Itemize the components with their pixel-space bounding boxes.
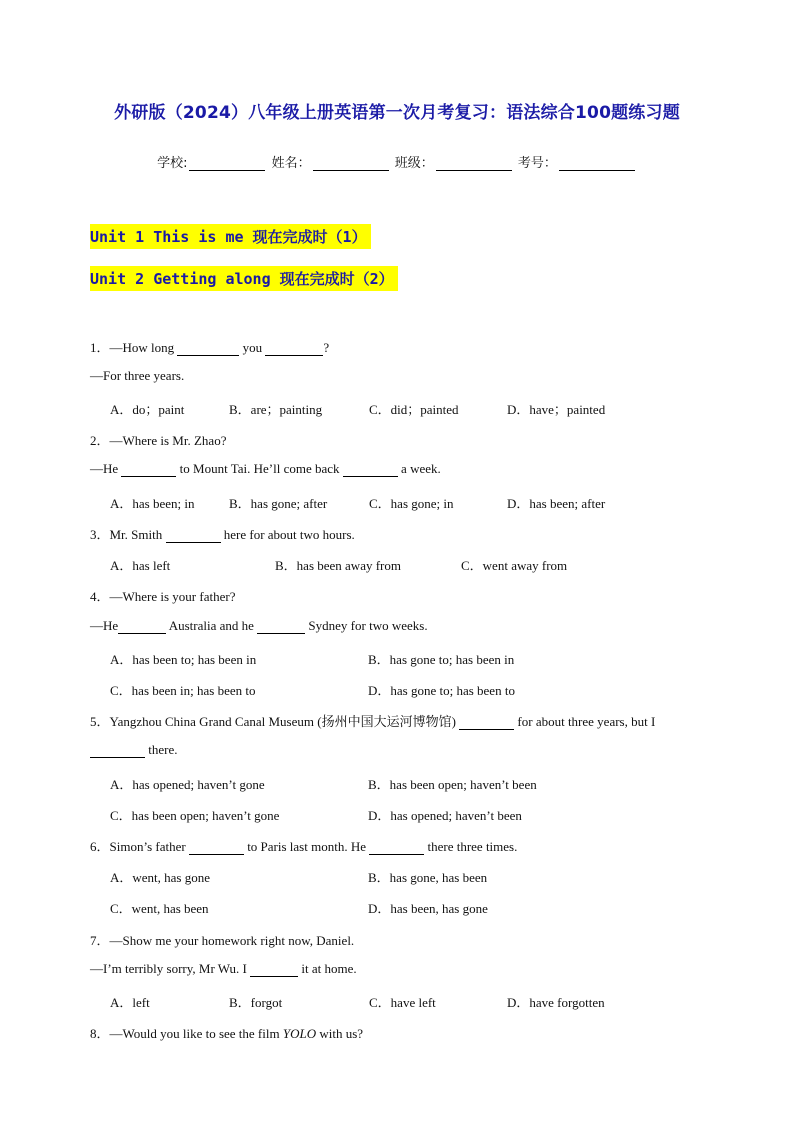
question-3-text: 3．Mr. Smith [90,527,163,542]
answer-blank[interactable] [369,842,424,855]
number-label: 考号： [517,156,557,171]
option-d[interactable]: D．has been, has gone [368,901,488,916]
question-3-text-2: here for about two hours. [223,527,355,542]
question-4: 4．—Where is your father? [90,589,236,604]
question-5-text-3: there. [148,742,178,757]
name-label: 姓名： [271,156,311,171]
question-5-text: 5．Yangzhou China Grand Canal Museum (扬州中国大运河博物馆) [90,714,456,729]
question-7-text: —I’m terribly sorry, Mr Wu. I [90,961,247,976]
option-a[interactable]: A．has been; in [110,496,195,511]
option-c[interactable]: C．did；painted [369,402,459,417]
option-d[interactable]: D．has gone to; has been to [368,683,515,698]
option-b[interactable]: B．has gone to; has been in [368,652,515,667]
question-5-line-2 [90,742,177,758]
question-1-text: 1．—How long [90,340,175,355]
option-c[interactable]: C．have left [369,995,436,1010]
question-7-reply [90,961,357,977]
answer-blank[interactable] [265,343,323,356]
answer-blank[interactable] [257,621,305,634]
option-a[interactable]: A．has left [110,558,171,573]
question-1 [90,337,329,356]
answer-blank[interactable] [166,530,221,543]
question-4-text: —He [90,618,119,633]
option-b[interactable]: B．has gone, has been [368,870,488,885]
option-c[interactable]: C．went, has been [110,901,209,916]
question-2-text-2: to Mount Tai. He’ll come back [179,461,340,476]
question-6 [90,836,517,855]
question-4-text-2: Australia and he [168,618,254,633]
option-c[interactable]: C．has been in; has been to [110,683,256,698]
question-7: 7．—Show me your homework right now, Daniel. [90,933,355,948]
school-blank[interactable] [189,157,265,171]
option-c[interactable]: C．has been open; haven’t gone [110,808,280,823]
number-blank[interactable] [559,157,635,171]
question-1-reply: —For three years. [90,368,185,383]
question-8-text: 8．—Would you like to see the film [90,1026,280,1041]
page-title: 外研版（2024）八年级上册英语第一次月考复习：语法综合100题练习题 [114,103,680,123]
question-1-text-2: you [242,340,263,355]
option-b[interactable]: B．has been away from [275,558,401,573]
student-info-line [0,152,794,171]
option-b[interactable]: B．has gone; after [229,496,328,511]
question-1-text-3: ? [323,340,330,355]
question-7-text-2: it at home. [301,961,357,976]
option-d[interactable]: D．has opened; haven’t been [368,808,522,823]
question-4-text-3: Sydney for two weeks. [308,618,428,633]
question-8-text-2: with us? [319,1026,364,1041]
answer-blank[interactable] [121,464,176,477]
question-4-reply [90,618,428,634]
film-title: YOLO [282,1026,317,1041]
question-2-text-3: a week. [401,461,441,476]
answer-blank[interactable] [90,745,145,758]
class-label: 班级： [394,156,434,171]
option-a[interactable]: A．has opened; haven’t gone [110,777,265,792]
answer-blank[interactable] [177,343,239,356]
question-2: 2．—Where is Mr. Zhao? [90,433,227,448]
question-6-text-2: to Paris last month. He [247,839,366,854]
question-6-text: 6．Simon’s father [90,839,186,854]
option-d[interactable]: D．have；painted [507,402,606,417]
option-b[interactable]: B．has been open; haven’t been [368,777,537,792]
answer-blank[interactable] [250,964,298,977]
answer-blank[interactable] [459,717,514,730]
class-blank[interactable] [436,157,512,171]
unit-heading-1: Unit 1 This is me 现在完成时（1） [90,224,371,249]
question-5-text-2: for about three years, but I [517,714,656,729]
option-d[interactable]: D．has been; after [507,496,606,511]
option-b[interactable]: B．forgot [229,995,283,1010]
option-a[interactable]: A．has been to; has been in [110,652,257,667]
name-blank[interactable] [313,157,389,171]
question-5 [90,711,655,730]
question-2-reply [90,461,441,477]
option-d[interactable]: D．have forgotten [507,995,605,1010]
answer-blank[interactable] [118,621,166,634]
option-c[interactable]: C．has gone; in [369,496,454,511]
question-3 [90,524,355,543]
option-a[interactable]: A．went, has gone [110,870,211,885]
question-2-text: —He [90,461,119,476]
answer-blank[interactable] [343,464,398,477]
answer-blank[interactable] [189,842,244,855]
school-label: 学校: [157,156,188,171]
question-6-text-3: there three times. [427,839,518,854]
option-a[interactable]: A．do；paint [110,402,185,417]
option-c[interactable]: C．went away from [461,558,568,573]
unit-heading-2: Unit 2 Getting along 现在完成时（2） [90,266,398,291]
question-8 [90,1023,363,1042]
option-b[interactable]: B．are；painting [229,402,323,417]
option-a[interactable]: A．left [110,995,150,1010]
